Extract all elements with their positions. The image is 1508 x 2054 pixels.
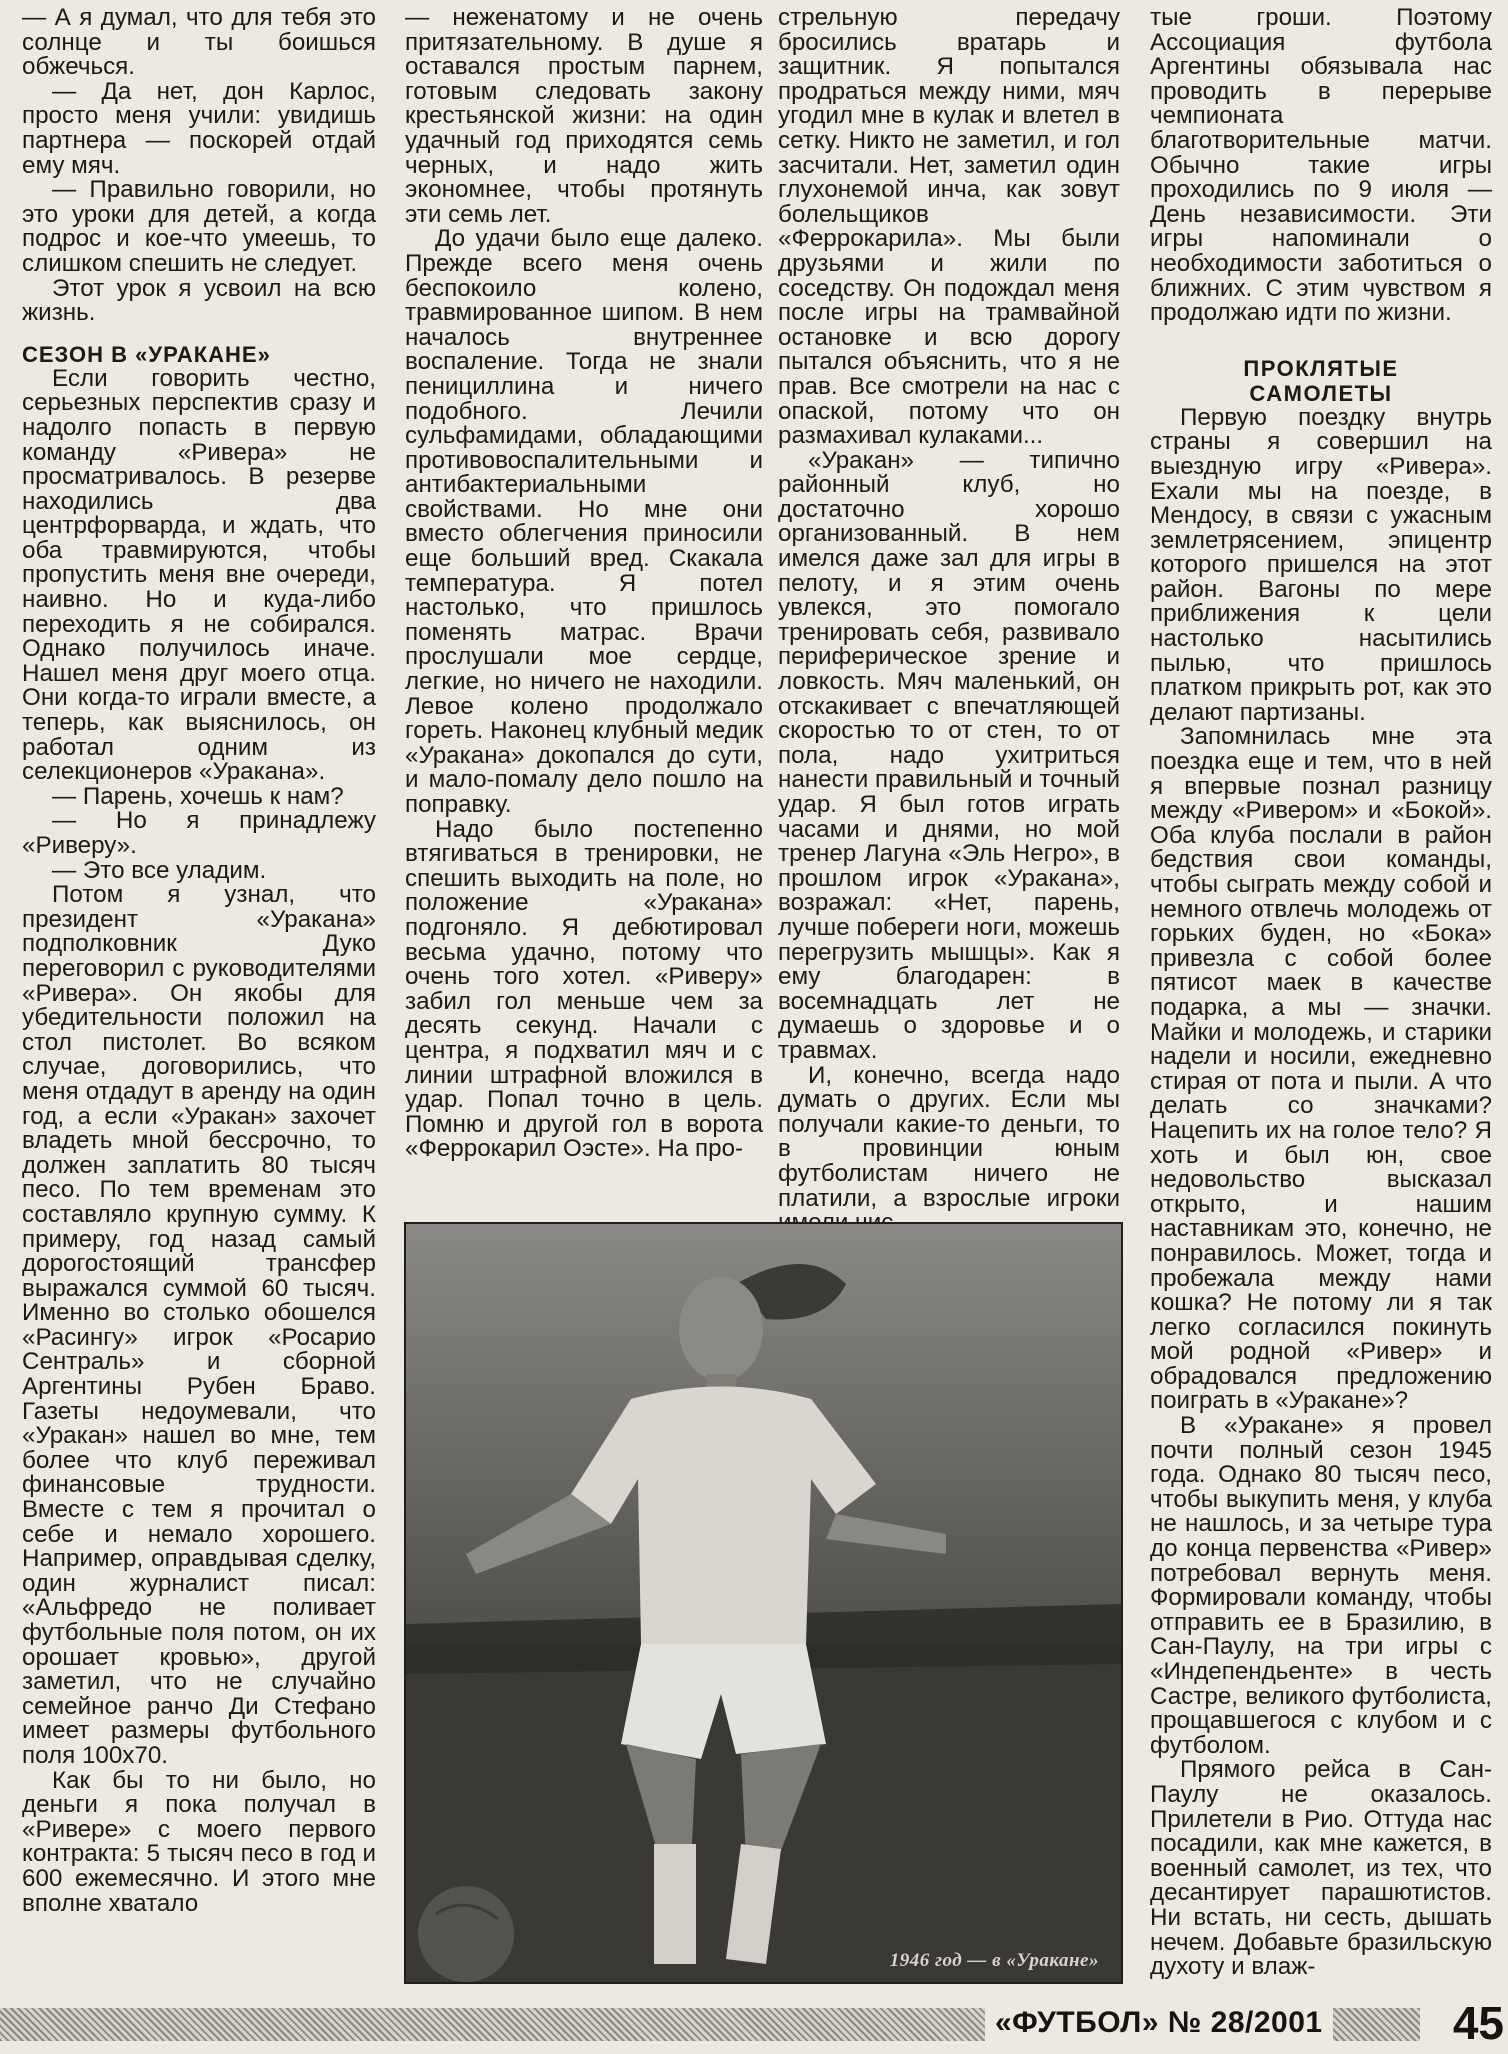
paragraph: — неженатому и не очень притязательному. В душе я оставался простым парнем, готовым следовать закону крестьянской жизни: на один удачный год приходятся семь черных, и надо жить экономнее, чтобы протянуть эти семь лет. [405,4,763,228]
article-column-1 [22,6,376,1972]
section-heading-line: САМОЛЕТЫ [1249,380,1393,406]
paragraph: — Правильно говорили, но это уроки для детей, а когда подрос и кое-что умеешь, то слишком спешить не следует. [22,176,376,277]
paragraph: «Уракан» — типично районный клуб, но достаточно хорошо организованный. В нем имелся даже зал для игры в пелоту, и я этим очень увлекся, это помогало тренировать себя, развивало периферическое зрение и ловкость. Мяч маленький, он отскакивает с впечатляющей скоростью то от стен, то от пола, надо ухитриться нанести правильный и точный удар. Я был готов играть часами и днями, но мой тренер Лагуна «Эль Негро», в прошлом игрок «Уракана», возражал: «Нет, парень, лучше побереги ноги, можешь перегрузить мышцы». Как я ему благодарен: в восемнадцать лет не думаешь о здоровье и о травмах. [778,446,1120,1064]
section-heading [1150,356,1492,406]
section-heading: СЕЗОН В «УРАКАНЕ» [22,341,271,367]
paragraph: Этот урок я усвоил на всю жизнь. [22,274,376,327]
player-photo [404,1222,1123,1984]
paragraph: — Это все уладим. [52,856,267,884]
paragraph: Надо было постепенно втягиваться в тренировки, не спешить выходить на поле, но положение «Уракана» подгоняло. Я дебютировал весьма удачно, потому что очень того хотел. «Риверу» забил гол меньше чем за десять секунд. Начали с центра, я подхватил мяч и с линии штрафной вложился в удар. Попал точно в цель. Помню и другой гол в ворота «Феррокарил Оэсте». На про- [405,815,763,1163]
paragraph: Потом я узнал, что президент «Уракана» подполковник Дуко переговорил с руководителями «Ривера». Он якобы для убедительности положил на стол пистолет. Во всяком случае, договорились, что меня отдадут в аренду на один год, а если «Уракан» захочет владеть мной бессрочно, то должен заплатить 80 тысяч песо. По тем временам это составляло крупную сумму. К примеру, год назад самый дорогостоящий трансфер выражался суммой 60 тысяч. Именно во столько обошелся «Расингу» игрок «Росарио Сентраль» и сборной Аргентины Рубен Браво. Газеты недоумевали, что «Уракан» нашел во мне, тем более что клуб переживал финансовые трудности. Вместе с тем я прочитал о себе и немало хорошего. Например, оправдывая сделку, один журналист писал: «Альфредо не поливает футбольные поля потом, он их орошает кровью», другой заметил, что не случайно семейное ранчо Ди Стефано имеет размеры футбольного поля 100х70. [22,881,376,1769]
section-heading-line: ПРОКЛЯТЫЕ [1243,355,1399,381]
paragraph: тые гроши. Поэтому Ассоциация футбола Аргентины обязывала нас проводить в перерыве чемпионата благотворительные матчи. Обычно такие игры проходились по 9 июля — День независимости. Эти игры напоминали о необходимости заботиться о ближних. С этим чувством я продолжаю идти по жизни. [1150,4,1492,327]
paragraph: До удачи было еще далеко. Прежде всего меня очень беспокоило колено, травмированное шипом. В нем началось внутреннее воспаление. Тогда не знали пенициллина и ничего подобного. Лечили сульфамидами, обладающими противовоспалительными и антибактериальными свойствами. Но мне они вместо облегчения приносили еще больший вред. Скакала температура. Я потел настолько, что пришлось поменять матрас. Врачи прослушали мое сердце, легкие, но ничего не находили. Левое колено продолжало гореть. Наконец клубный медик «Уракана» докопался до сути, и мало-помалу дело пошло на поправку. [405,225,763,818]
player-photo-illustration [406,1224,1121,1982]
paragraph: — Парень, хочешь к нам? [52,782,344,810]
article-column-2 [405,6,763,1211]
paragraph: — А я думал, что для тебя это солнце и ты боишься обжечься. [22,4,376,81]
paragraph: Первую поездку внутрь страны я совершил на выездную игру «Ривера». Ехали мы на поезде, в Мендосу, в связи с ужасным землетрясением, эпицентр которого пришелся на этот район. Вагоны по мере приближения к цели настолько насытились пылью, что пришлось платком прикрыть рот, как это делают партизаны. [1150,403,1492,726]
paragraph: — Да нет, дон Карлос, просто меня учили: увидишь партнера — поскорей отдай ему мяч. [22,77,376,179]
paragraph: Если говорить честно, серьезных перспектив сразу и надолго попасть в первую команду «Ривера» не просматривалось. В резерве находились два центрфорварда, и ждать, что оба травмируются, чтобы пропустить меня вне очереди, наивно. Но и куда-либо переходить я не собирался. Однако получилось иначе. Нашел меня друг моего отца. Они когда-то играли вместе, а теперь, как выяснилось, он работал одним из селекционеров «Уракана». [22,364,376,786]
player-sock-left [654,1844,696,1964]
magazine-issue: «ФУТБОЛ» № 28/2001 [985,2003,1333,2043]
page-number: 45 [1452,1997,1504,2049]
article-column-4 [1150,4,1492,1981]
photo-caption: 1946 год — в «Уракане» [889,1950,1099,1971]
article-column-3 [778,6,1120,1211]
paragraph: Запомнилась мне эта поездка еще и тем, что в ней я впервые познал разницу между «Ривером» и «Бокой». Оба клуба послали в район бедствия свои команды, чтобы сыграть между собой и немного отвлечь молодежь от горьких буден, но «Бока» привезла с собой более пятисот маек в качестве подарка, а мы — значки. Майки и молодежь, и старики надели и носили, ежедневно стирая от пота и пыли. А что делать со значками? Нацепить их на голое тело? Я хоть и был юн, свое недовольство высказал открыто, и нашим наставникам это, конечно, не понравилось. Может, тогда и пробежала между нами кошка? Не потому ли я так легко согласился покинуть мой родной «Ривер» и обрадовался предложению поиграть в «Уракане»? [1150,723,1492,1415]
paragraph: В «Уракане» я провел почти полный сезон 1945 года. Однако 80 тысяч песо, чтобы выкупить меня, у клуба не нашлось, и за четыре тура до конца первенства «Ривер» потребовал вернуть меня. Формировали команду, чтобы отправить ее в Бразилию, в Сан-Паулу, на три игры с «Индепендьенте» в честь Састре, великого футболиста, прощавшегося с клубом и с футболом. [1150,1412,1492,1759]
paragraph: Прямого рейса в Сан-Паулу не оказалось. Прилетели в Рио. Оттуда нас посадили, как мне кажется, в военный самолет, из тех, что десантирует парашютистов. Ни встать, ни сесть, дышать нечем. Добавьте бразильскую духоту и влаж- [1150,1756,1492,1981]
paragraph: — Но я принадлежу «Риверу». [22,807,376,859]
paragraph: Как бы то ни было, но деньги я пока получал в «Ривере» с моего первого контракта: 5 тысяч песо в год и 600 ежемесячно. И этого мне вполне хватало [22,1766,376,1917]
paragraph: И, конечно, всегда надо думать о других. Если мы получали какие-то деньги, то в провинции юным футболистам ничего не платили, а взрослые игроки [778,1061,1120,1212]
player-head [679,1277,763,1381]
football [418,1886,514,1982]
paragraph: стрельную передачу бросились вратарь и защитник. Я попытался продраться между ними, мяч угодил мне в кулак и влетел в сетку. Никто не заметил, и гол засчитали. Нет, заметил один глухонемой инча, как зовут болельщиков «Феррокарила». Мы были друзьями и жили по соседству. Он подождал меня после игры на трамвайной остановке и всю дорогу пытался объяснить, что я не прав. Все смотрели на нас с опаской, потому что он размахивал кулаками... [778,4,1120,450]
